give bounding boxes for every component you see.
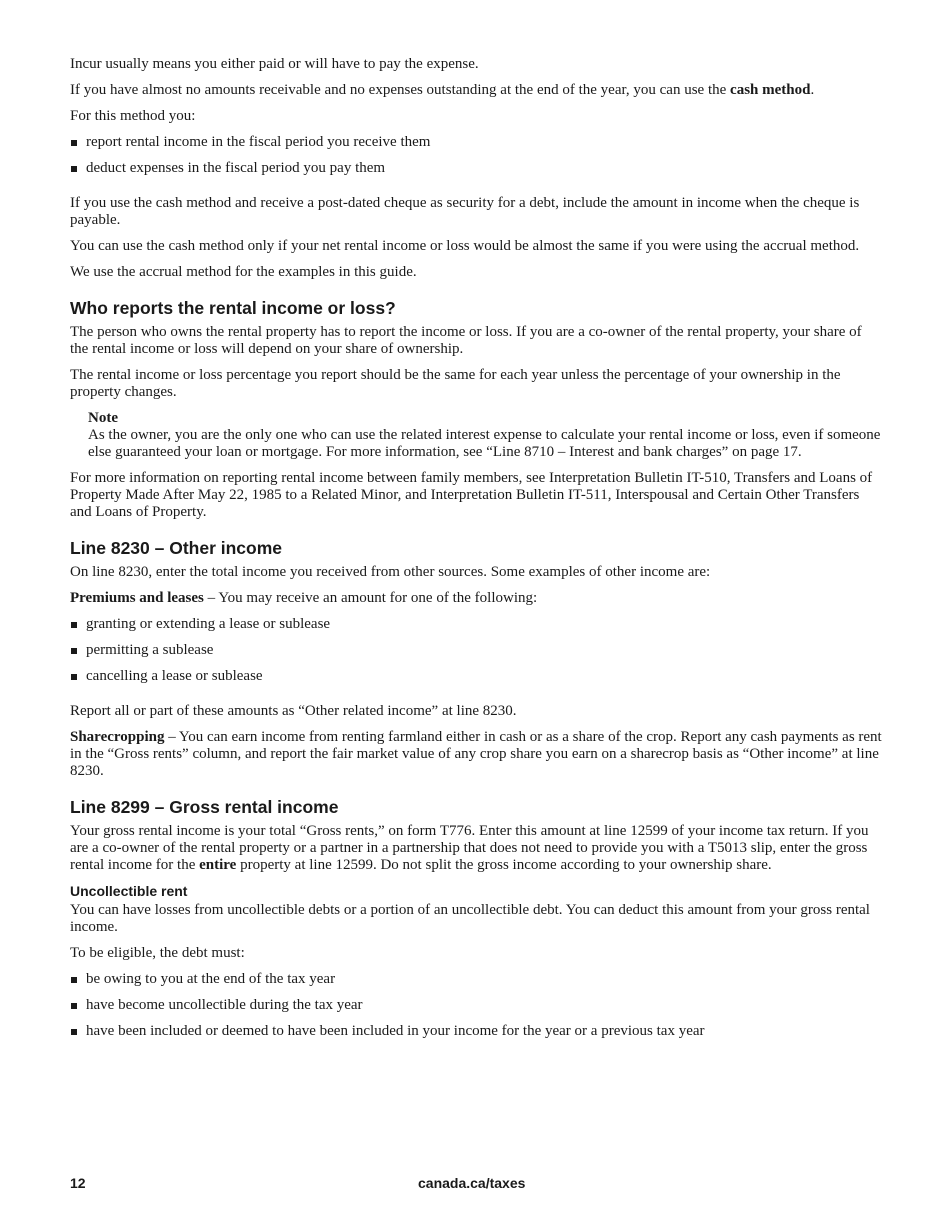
accrual-paragraph: We use the accrual method for the examples in this guide. — [70, 264, 417, 280]
gross-rental-prefix: Your gross rental income is your total “Gross rents,” on form T776. Enter this amount at line 12599 of your income tax return. If you are a co-owner of the rental property or a partner in a partnership that does not need to provide you with a T5013 slip, enter the gross rental income for the — [70, 823, 869, 873]
note-text: As the owner, you are the only one who can use the related interest expense to calculate your rental income or loss, even if someone else guaranteed your loan or mortgage. For more information, see “Line 8710 – Interest and bank charges” on page 17. — [88, 427, 881, 460]
who-paragraph-1: The person who owns the rental property has to report the income or loss. If you are a co-owner of the rental property, your share of the rental income or loss will depend on your share of ownership. — [70, 324, 862, 357]
cash-method-term: cash method — [730, 82, 811, 98]
report-paragraph: Report all or part of these amounts as “Other related income” at line 8230. — [70, 703, 517, 719]
sharecropping-paragraph — [70, 729, 882, 780]
method-lead: For this method you: — [70, 108, 196, 124]
premiums-paragraph — [70, 590, 882, 607]
line-8230-paragraph: On line 8230, enter the total income you received from other sources. Some examples of other income are: — [70, 564, 711, 580]
method-bullet-list — [70, 134, 882, 177]
gross-rental-paragraph — [70, 823, 882, 874]
uncollectible-rent-heading: Uncollectible rent — [70, 883, 188, 899]
premiums-term: Premiums and leases — [70, 590, 204, 606]
list-item: cancelling a lease or sublease — [70, 668, 882, 685]
uncollectible-paragraph: You can have losses from uncollectible debts or a portion of an uncollectible debt. You can deduct this amount from your gross rental income. — [70, 902, 870, 935]
premiums-bullet-list — [70, 616, 882, 685]
page-number: 12 — [70, 1175, 86, 1191]
list-item: report rental income in the fiscal period you receive them — [70, 134, 882, 151]
eligible-bullet-list — [70, 971, 882, 1040]
entire-term: entire — [199, 857, 237, 873]
incur-paragraph: Incur usually means you either paid or will have to pay the expense. — [70, 56, 479, 72]
who-paragraph-2: The rental income or loss percentage you report should be the same for each year unless the percentage of your ownership in the property changes. — [70, 367, 841, 400]
gross-rental-suffix: property at line 12599. Do not split the gross income according to your ownership share. — [236, 857, 772, 873]
list-item: deduct expenses in the fiscal period you pay them — [70, 160, 882, 177]
page-body — [70, 56, 882, 1049]
list-item: have been included or deemed to have been included in your income for the year or a previous tax year — [70, 1023, 882, 1040]
note-title: Note — [88, 410, 118, 426]
cash-method-suffix: . — [810, 82, 815, 98]
list-item: have become uncollectible during the tax year — [70, 997, 882, 1014]
list-item: granting or extending a lease or sublease — [70, 616, 882, 633]
note-box — [88, 410, 882, 461]
who-reports-heading: Who reports the rental income or loss? — [70, 298, 396, 318]
premiums-text: – You may receive an amount for one of the following: — [203, 590, 538, 606]
footer-url[interactable]: canada.ca/taxes — [418, 1175, 526, 1191]
cash-method-prefix: If you have almost no amounts receivable and no expenses outstanding at the end of the year, you can use the — [70, 82, 731, 98]
cash-method-paragraph — [70, 82, 882, 99]
postdated-paragraph: If you use the cash method and receive a post-dated cheque as security for a debt, include the amount in income when the cheque is payable. — [70, 195, 860, 228]
list-item: be owing to you at the end of the tax year — [70, 971, 882, 988]
sharecropping-term: Sharecropping — [70, 729, 165, 745]
who-paragraph-3: For more information on reporting rental income between family members, see Interpretation Bulletin IT-510, Transfers and Loans of Property Made After May 22, 1985 to a Related Minor, and Interpretation Bulletin IT-511, Interspousal and Certain Other Transfers and Loans of Property. — [70, 470, 873, 520]
cash-only-if-paragraph: You can use the cash method only if your net rental income or loss would be almost the same if you were using the accrual method. — [70, 238, 860, 254]
list-item: permitting a sublease — [70, 642, 882, 659]
line-8230-heading: Line 8230 – Other income — [70, 538, 283, 558]
line-8299-heading: Line 8299 – Gross rental income — [70, 797, 339, 817]
sharecropping-text: – You can earn income from renting farmland either in cash or as a share of the crop. Report any cash payments as rent in the “Gross rents” column, and report the fair market value of any crop share you earn on a sharecrop basis as “Other income” at line 8230. — [70, 729, 882, 779]
eligible-lead: To be eligible, the debt must: — [70, 945, 245, 961]
